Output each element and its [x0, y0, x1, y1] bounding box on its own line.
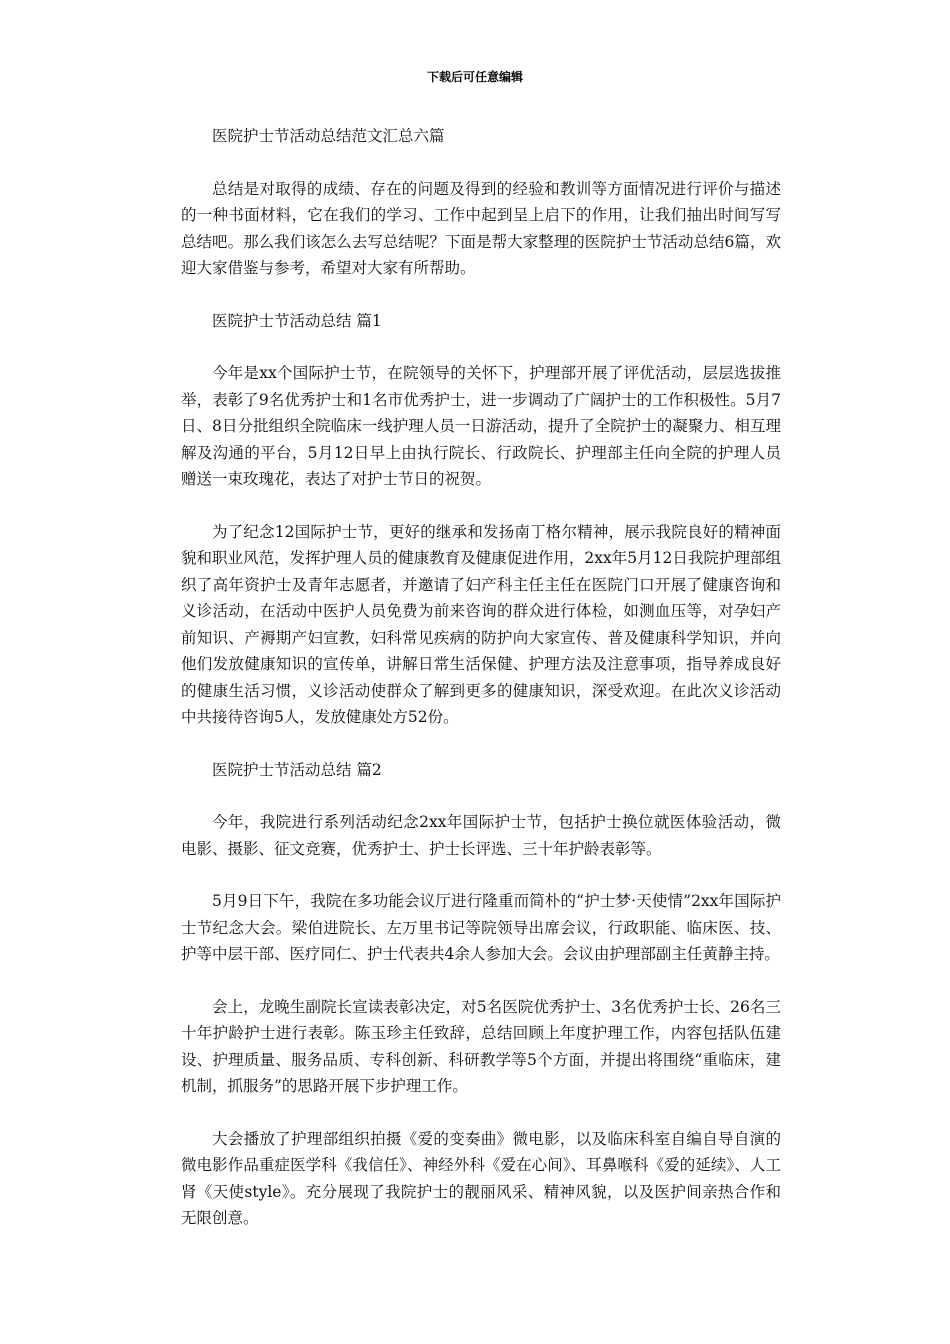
- section-2-paragraph: 大会播放了护理部组织拍摄《爱的变奏曲》微电影，以及临床科室自编自导自演的微电影作品重症医学科《我信任》、神经外科《爱在心间》、耳鼻喉科《爱的延续》、人工肾《天使style》。充分展现了我院护士的靓丽风采、精神风貌，以及医护间亲热合作和无限创意。: [181, 1129, 781, 1227]
- document-title: 医院护士节活动总结范文汇总六篇: [212, 127, 445, 145]
- section-2-paragraph: 会上，龙晚生副院长宣读表彰决定，对5名医院优秀护士、3名优秀护士长、26名三十年护龄护士进行表彰。陈玉珍主任致辞，总结回顾上年度护理工作，内容包括队伍建设、护理质量、服务品质、专科创新、科研教学等5个方面，并提出将围绕“重临床，建机制，抓服务”的思路开展下步护理工作。: [181, 997, 781, 1095]
- section-2-paragraph: 今年，我院进行系列活动纪念2xx年国际护士节，包括护士换位就医体验活动，微电影、摄影、征文竞赛，优秀护士、护士长评选、三十年护龄表彰等。: [181, 813, 781, 858]
- document-body: [181, 123, 781, 1258]
- section-2-heading: 医院护士节活动总结 篇2: [212, 760, 382, 779]
- download-note: 下载后可任意编辑: [426, 70, 523, 84]
- section-1-heading: 医院护士节活动总结 篇1: [212, 311, 382, 330]
- section-1-paragraph: 为了纪念12国际护士节，更好的继承和发扬南丁格尔精神，展示我院良好的精神面貌和职业风范，发挥护理人员的健康教育及健康促进作用，2xx年5月12日我院护理部组织了高年资护士及青年志愿者，并邀请了妇产科主任主任在医院门口开展了健康咨询和义诊活动，在活动中医护人员免费为前来咨询的群众进行体检，如测血压等，对孕妇产前知识、产褥期产妇宣教，妇科常见疾病的防护向大家宣传、普及健康科学知识，并向他们发放健康知识的宣传单，讲解日常生活保健、护理方法及注意事项，指导养成良好的健康生活习惯，义诊活动使群众了解到更多的健康知识，深受欢迎。在此次义诊活动中共接待咨询5人，发放健康处方52份。: [181, 522, 781, 726]
- section-1-paragraph: 今年是xx个国际护士节，在院领导的关怀下，护理部开展了评优活动，层层选拔推举，表彰了9名优秀护士和1名市优秀护士，进一步调动了广阔护士的工作积极性。5月7日、8日分批组织全院临床一线护理人员一日游活动，提升了全院护士的凝聚力、相互理解及沟通的平台，5月12日早上由执行院长、行政院长、护理部主任向全院的护理人员赠送一束玫瑰花，表达了对护士节日的祝贺。: [181, 364, 781, 488]
- section-2-paragraph: 5月9日下午，我院在多功能会议厅进行隆重而简朴的“护士梦·天使情”2xx年国际护士节纪念大会。梁伯进院长、左万里书记等院领导出席会议，行政职能、临床医、技、护等中层干部、医疗同仁、护士代表共4余人参加大会。会议由护理部副主任黄静主持。: [181, 892, 781, 963]
- intro-paragraph: 总结是对取得的成绩、存在的问题及得到的经验和教训等方面情况进行评价与描述的一种书面材料，它在我们的学习、工作中起到呈上启下的作用，让我们抽出时间写写总结吧。那么我们该怎么去写总结呢？下面是帮大家整理的医院护士节活动总结6篇，欢迎大家借鉴与参考，希望对大家有所帮助。: [181, 179, 781, 277]
